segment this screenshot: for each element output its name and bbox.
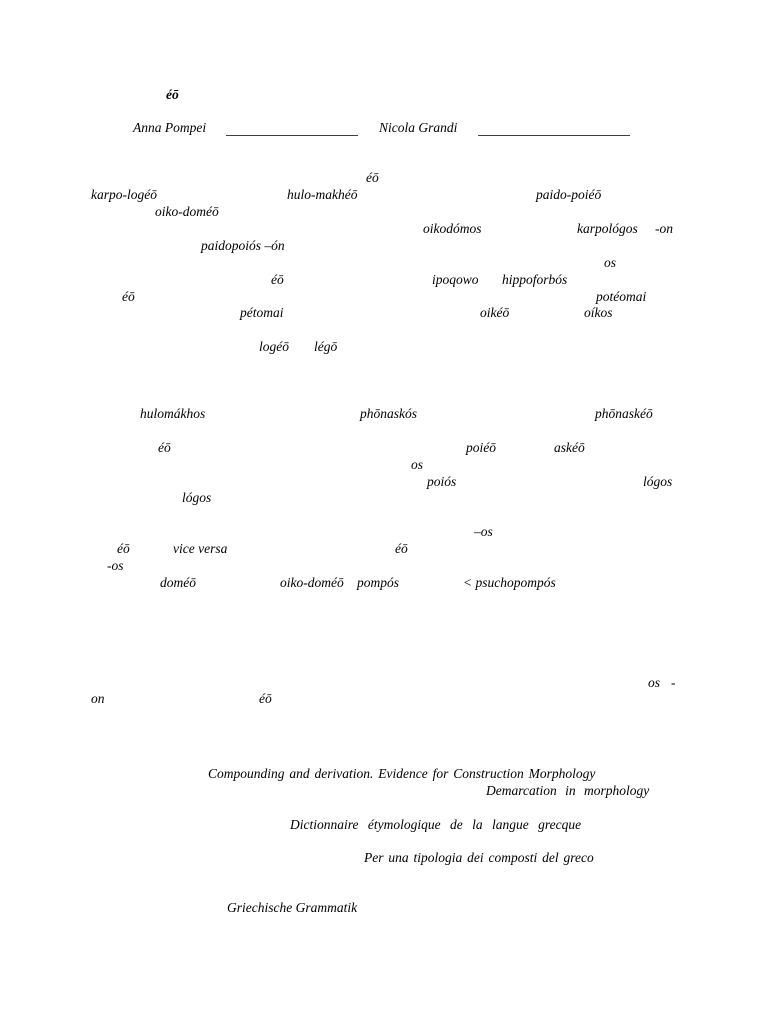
greek-term: karpo-logéō: [91, 187, 157, 202]
author-email-link[interactable]: [478, 135, 630, 136]
greek-term: hippoforbós: [502, 272, 568, 287]
greek-term: doméō: [160, 575, 196, 590]
greek-term: oikéō: [480, 305, 510, 320]
greek-term: potéomai: [596, 289, 647, 304]
reference-title: Griechische Grammatik: [227, 900, 358, 915]
greek-term: éō: [122, 289, 135, 304]
greek-term: os: [604, 255, 617, 270]
greek-term: hulomákhos: [140, 406, 206, 421]
heading-suffix: éō: [166, 87, 179, 102]
greek-term: pompós: [357, 575, 400, 590]
greek-term: éō: [259, 691, 272, 706]
greek-term: poiós: [427, 474, 457, 489]
greek-term: éō: [158, 440, 171, 455]
greek-term: oíkos: [584, 305, 613, 320]
reference-title: Per una tipologia dei composti del greco: [364, 850, 594, 865]
greek-term: hulo-makhéō: [287, 187, 358, 202]
greek-term: paidopoiós –ón: [201, 238, 285, 253]
greek-term: éō: [366, 170, 379, 185]
greek-term: -on: [655, 221, 673, 236]
greek-term: éō: [271, 272, 284, 287]
author-name: Nicola Grandi: [379, 120, 458, 135]
latin-phrase: vice versa: [173, 541, 228, 556]
greek-term: < psuchopompós: [463, 575, 556, 590]
greek-term: phōnaskós: [360, 406, 417, 421]
reference-title: Demarcation in morphology: [486, 783, 650, 798]
greek-term: éō: [395, 541, 408, 556]
greek-term: logéō: [259, 339, 289, 354]
reference-title: Compounding and derivation. Evidence for Construction Morphology: [208, 766, 596, 781]
greek-term: oiko-doméō: [280, 575, 344, 590]
author-email-link[interactable]: [226, 135, 358, 136]
greek-term: légō: [314, 339, 338, 354]
reference-title: Dictionnaire étymologique de la langue grecque: [290, 817, 582, 832]
greek-term: lógos: [643, 474, 673, 489]
greek-term: éō: [117, 541, 130, 556]
greek-term: karpológos: [577, 221, 638, 236]
greek-term: phōnaskéō: [595, 406, 653, 421]
greek-term: askéō: [554, 440, 585, 455]
author-name: Anna Pompei: [133, 120, 207, 135]
greek-term: os: [411, 457, 424, 472]
greek-term: –os: [474, 524, 493, 539]
greek-term: ipoqowo: [432, 272, 479, 287]
greek-term: poiéō: [466, 440, 496, 455]
greek-term: paido-poiéō: [536, 187, 602, 202]
greek-term: oikodómos: [423, 221, 482, 236]
greek-term: os: [648, 675, 661, 690]
greek-term: oiko-doméō: [155, 204, 219, 219]
hyphen: -: [671, 675, 676, 690]
greek-term: -os: [107, 558, 124, 573]
greek-term: lógos: [182, 490, 212, 505]
greek-term: pétomai: [240, 305, 284, 320]
greek-term: on: [91, 691, 105, 706]
